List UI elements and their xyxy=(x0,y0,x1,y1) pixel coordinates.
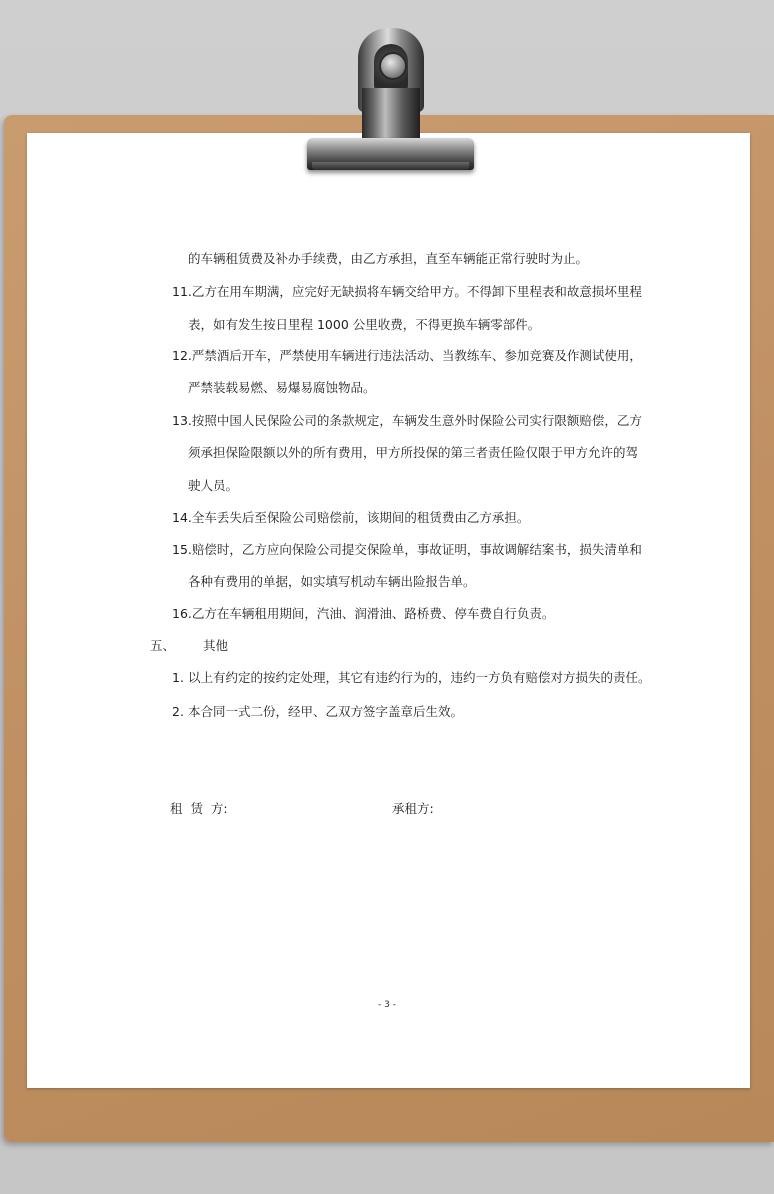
clause-text: 赔偿时，乙方应向保险公司提交保险单，事故证明，事故调解结案书，损失清单和 xyxy=(191,542,642,557)
clause-text: 乙方在车辆租用期间，汽油、润滑油、路桥费、停车费自行负责。 xyxy=(191,606,555,621)
clause-16 xyxy=(172,606,554,622)
section-heading xyxy=(150,638,228,654)
clause-11-line-2 xyxy=(188,317,540,333)
clause-number: 14. xyxy=(172,510,192,525)
section-item-text: 本合同一式二份，经甲、乙双方签字盖章后生效。 xyxy=(188,704,464,719)
clause-13-line-3 xyxy=(188,478,238,494)
section-title: 其他 xyxy=(203,638,229,653)
clause-text: 各种有费用的单据，如实填写机动车辆出险报告单。 xyxy=(188,574,476,589)
section-item-text: 以上有约定的按约定处理，其它有违约行为的，违约一方负有赔偿对方损失的责任。 xyxy=(188,670,651,685)
clause-15-line-2 xyxy=(188,574,476,590)
lessee-signature-label: 承租方: xyxy=(392,801,434,816)
clause-14 xyxy=(172,510,529,526)
clause-number: 11. xyxy=(172,284,192,299)
clause-13 xyxy=(172,413,642,429)
section-item-number: 2. xyxy=(172,704,184,719)
clause-number: 12. xyxy=(172,348,192,363)
section-item-number: 1. xyxy=(172,670,184,685)
clause-text: 须承担保险限额以外的所有费用，甲方所投保的第三者责任险仅限于甲方允许的驾 xyxy=(188,445,639,460)
section-item-1 xyxy=(172,670,651,686)
clause-text: 的车辆租赁费及补办手续费，由乙方承担，直至车辆能正常行驶时为止。 xyxy=(188,251,589,266)
clause-12 xyxy=(172,348,642,364)
clause-text: 严禁装载易燃、易爆易腐蚀物品。 xyxy=(188,380,376,395)
section-item-2 xyxy=(172,704,463,720)
clause-13-line-2 xyxy=(188,445,638,461)
clause-text: 严禁酒后开车，严禁使用车辆进行违法活动、当教练车、参加竞赛及作测试使用， xyxy=(191,348,642,363)
clause-text: 按照中国人民保险公司的条款规定，车辆发生意外时保险公司实行限额赔偿，乙方 xyxy=(191,413,642,428)
section-number: 五、 xyxy=(150,638,176,653)
clause-12-line-2 xyxy=(188,380,376,396)
page-number: - 3 - xyxy=(378,1000,396,1010)
clause-number: 15. xyxy=(172,542,192,557)
clause-number: 16. xyxy=(172,606,192,621)
clause-15 xyxy=(172,542,642,558)
clause-text: 表，如有发生按日里程 1000 公里收费，不得更换车辆零部件。 xyxy=(188,317,541,332)
clause-number: 13. xyxy=(172,413,192,428)
clause-continuation xyxy=(188,251,588,267)
clause-text: 驶人员。 xyxy=(188,478,239,493)
lessor-signature-label: 租 赁 方: xyxy=(170,801,228,816)
clause-11 xyxy=(172,284,642,300)
clause-text: 乙方在用车期满，应完好无缺损将车辆交给甲方。不得卸下里程表和故意损坏里程 xyxy=(191,284,642,299)
clause-text: 全车丢失后至保险公司赔偿前，该期间的租赁费由乙方承担。 xyxy=(191,510,530,525)
